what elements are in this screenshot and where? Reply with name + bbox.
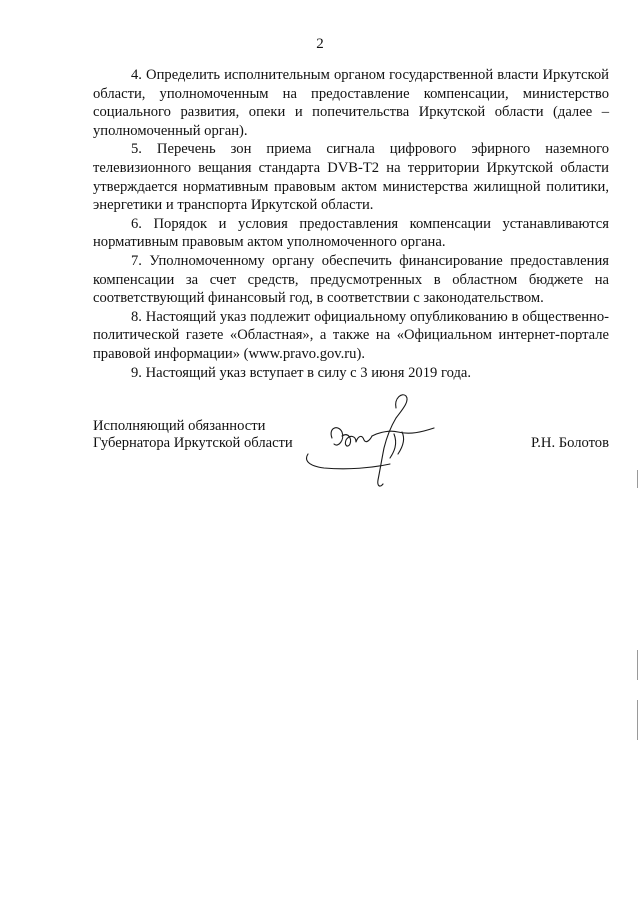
paragraph-8: 8. Настоящий указ подлежит официальному опубликованию в общественно-политической газете «Областная», а также на «Официальном интернет-портале правовой информации» (www.pravo.gov.ru). [93,308,609,362]
signatory-title [93,418,293,452]
paragraph-4: 4. Определить исполнительным органом государственной власти Иркутской области, уполномоченным на предоставление компенсации, министерство социального развития, опеки и попечительства Иркутской области (далее – уполномоченный орган). [93,67,609,139]
paragraph-5: 5. Перечень зон приема сигнала цифрового эфирного наземного телевизионного вещания стандарта DVB-T2 на территории Иркутской области утверждается нормативным правовым актом министерства жилищной политики, энергетики и транспорта Иркутской области. [93,141,609,214]
paragraph-9: 9. Настоящий указ вступает в силу с 3 июня 2019 года. [131,364,472,381]
signatory-title-line-2: Губернатора Иркутской области [93,435,293,451]
paragraph-6: 6. Порядок и условия предоставления компенсации устанавливаются нормативным правовым актом уполномоченного органа. [93,215,609,251]
document-body [93,66,609,382]
signatory-title-line-1: Исполняющий обязанности [93,418,266,434]
signature-block [93,418,609,508]
scan-edge-mark [637,700,638,740]
handwritten-signature [298,388,458,498]
scan-edge-mark [637,470,638,488]
page-number: 2 [316,36,324,52]
scan-edge-mark [637,650,638,680]
signatory-name: Р.Н. Болотов [530,435,609,451]
paragraph-7: 7. Уполномоченному органу обеспечить финансирование предоставления компенсации за счет средств, предусмотренных в областном бюджете на соответствующий финансовый год, в соответствии с законодательством. [93,252,609,307]
